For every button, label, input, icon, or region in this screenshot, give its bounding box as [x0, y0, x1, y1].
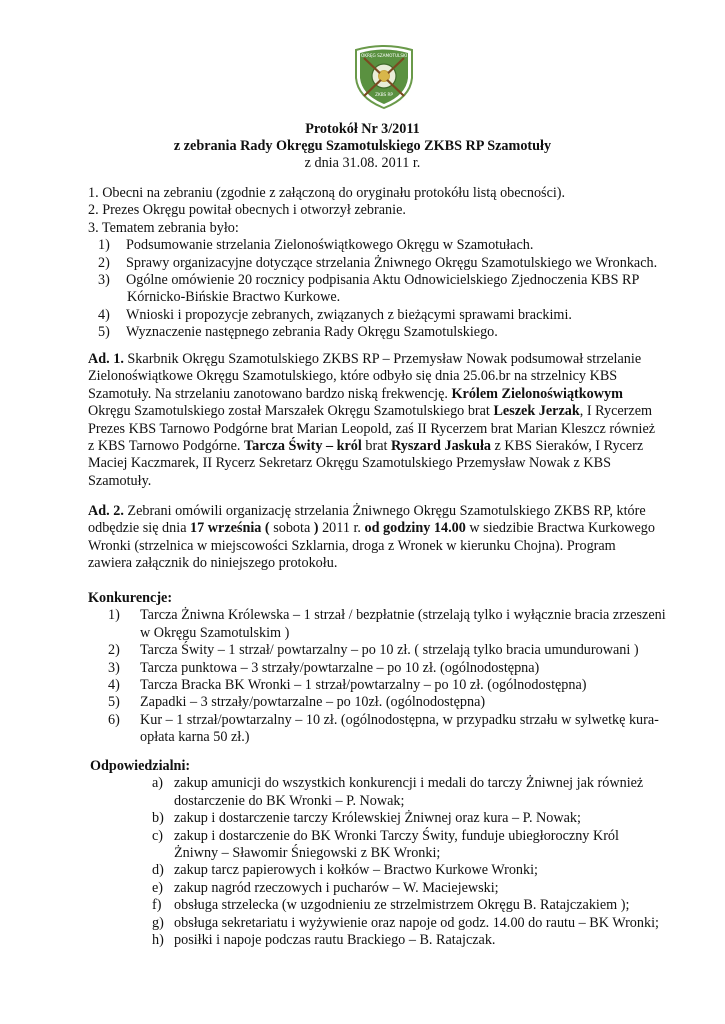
competition-item-continuation: w Okręgu Szamotulskim ) [140, 624, 290, 641]
agenda-item: 5) Wyznaczenie następnego zebrania Rady Okręgu Szamotulskiego. [98, 324, 498, 341]
responsibility-item: d) zakup tarcz papierowych i kołków – Bractwo Kurkowe Wronki; [152, 862, 538, 879]
responsibility-item-continuation: Żniwny – Sławomir Śniegowski z BK Wronki; [174, 844, 441, 861]
ad-2-label: Ad. 2. [88, 503, 124, 519]
svg-text:ZKBS RP: ZKBS RP [375, 92, 393, 97]
competitions-heading: Konkurencje: [88, 590, 173, 606]
agenda-item-continuation: Kórnicko-Bińskie Bractwo Kurkowe. [127, 289, 341, 306]
club-shield-emblem-icon [350, 44, 418, 110]
responsibilities-heading: Odpowiedzialni: [90, 758, 191, 774]
ad-1-section: Ad. 1. Skarbnik Okręgu Szamotulskiego ZKBS RP – Przemysław Nowak podsumował strzelanie Zielonoświątkowe Okręgu Szamotulskiego, które odbyło się dnia 25.06.br na strzelnicy KBS Szamotuły. Na strzelaniu zanotowano bardzo niską frekwencję. Królem Zielonoświątkowym Okręgu Szamotulskiego został Marszałek Okręgu Szamotulskiego brat Leszek Jerzak, I Rycerzem Prezes KBS Tarnowo Podgórne brat Marian Leopold, zaś II Rycerzem brat Marian Kleszcz również z KBS Tarnowo Podgórne. Tarcza Świty – król brat Ryszard Jaskuła z KBS Sieraków, I Rycerz Maciej Kaczmarek, II Rycerz Sekretarz Okręgu Szamotulskiego Przemysław Nowak z KBS Szamotuły. [88, 351, 656, 489]
svg-text:OKRĘG SZAMOTULSKI: OKRĘG SZAMOTULSKI [360, 53, 408, 58]
responsibility-item: e) zakup nagród rzeczowych i pucharów – W. Maciejewski; [152, 879, 499, 896]
responsibility-item: h) posiłki i napoje podczas rautu Brackiego – B. Ratajczak. [152, 931, 496, 948]
meeting-points [88, 185, 688, 342]
agenda-item: 4) Wnioski i propozycje zebranych, związanych z bieżącymi sprawami brackimi. [98, 306, 572, 323]
competition-item: 4) Tarcza Bracka BK Wronki – 1 strzał/powtarzalny – po 10 zł. (ogólnodostępna) [108, 676, 587, 693]
competition-item: 2) Tarcza Świty – 1 strzał/ powtarzalny – po 10 zł. ( strzelają tylko bracia umundurowani ) [108, 642, 639, 659]
ad-2-section: Ad. 2. Zebrani omówili organizację strzelania Żniwnego Okręgu Szamotulskiego ZKBS RP, które odbędzie się dnia 17 września ( sobota ) 2011 r. od godziny 14.00 w siedzibie Bractwa Kurkowego Wronki (strzelnica w miejscowości Szklarnia, droga z Wronek w kierunku Chojna). Program zawiera załącznik do niniejszego protokołu. [88, 503, 655, 572]
responsibility-item-continuation: dostarczenie do BK Wronki – P. Nowak; [174, 792, 405, 809]
document-date: z dnia 31.08. 2011 r. [304, 155, 421, 171]
competition-item: 1) Tarcza Żniwna Królewska – 1 strzał / bezpłatnie (strzelają tylko i wyłącznie bracia zrzeszeni [108, 607, 666, 624]
competition-item-continuation: opłata karna 50 zł.) [140, 729, 250, 746]
point-3: 3. Tematem zebrania było: [88, 219, 239, 236]
competition-item: 5) Zapadki – 3 strzały/powtarzalne – po 10zł. (ogólnodostępna) [108, 694, 486, 711]
point-2: 2. Prezes Okręgu powitał obecnych i otworzył zebranie. [88, 202, 406, 219]
responsibility-item: f) obsługa strzelecka (w uzgodnieniu ze strzelmistrzem Okręgu B. Ratajczakiem ); [152, 897, 630, 914]
agenda-item: 2) Sprawy organizacyjne dotyczące strzelania Żniwnego Okręgu Szamotulskiego we Wronkach. [98, 254, 658, 271]
responsibility-item: g) obsługa sekretariatu i wyżywienie oraz napoje od godz. 14.00 do rautu – BK Wronki; [152, 914, 659, 931]
competition-item: 3) Tarcza punktowa – 3 strzały/powtarzalne – po 10 zł. (ogólnodostępna) [108, 659, 540, 676]
agenda-item: 1) Podsumowanie strzelania Zielonoświątkowego Okręgu w Szamotułach. [98, 237, 534, 254]
document-title: Protokół Nr 3/2011 [305, 121, 420, 137]
responsibility-item: b) zakup i dostarczenie tarczy Królewskiej Żniwnej oraz kura – P. Nowak; [152, 810, 581, 827]
responsibility-item: c) zakup i dostarczenie do BK Wronki Tarczy Świty, funduje ubiegłoroczny Król [152, 827, 619, 844]
responsibility-item: a) zakup amunicji do wszystkich konkurencji i medali do tarczy Żniwnej jak również [152, 775, 644, 792]
competitions-section [88, 590, 688, 747]
responsibilities-section [90, 758, 690, 949]
document-subtitle: z zebrania Rady Okręgu Szamotulskiego ZKBS RP Szamotuły [173, 138, 552, 154]
ad-1-label: Ad. 1. [88, 351, 124, 367]
agenda-item: 3) Ogólne omówienie 20 rocznicy podpisania Aktu Odnowicielskiego Zjednoczenia KBS RP [98, 271, 640, 288]
point-1: 1. Obecni na zebraniu (zgodnie z załączoną do oryginału protokółu listą obecności). [88, 185, 566, 201]
competition-item: 6) Kur – 1 strzał/powtarzalny – 10 zł. (ogólnodostępna, w przypadku strzału w sylwetkę kura- [108, 711, 659, 728]
